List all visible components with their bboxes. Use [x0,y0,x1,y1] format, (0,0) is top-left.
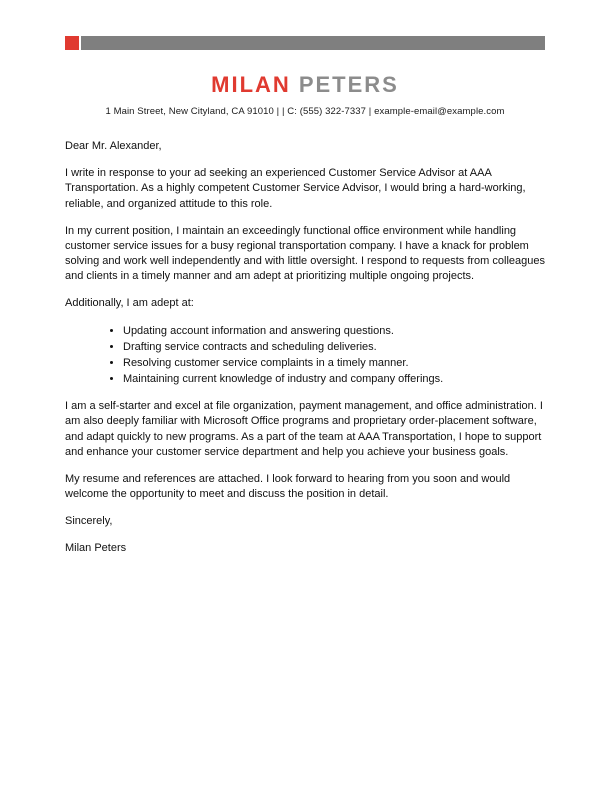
red-accent-square [65,36,79,50]
contact-line: 1 Main Street, New Cityland, CA 91010 | | C: (555) 322-7337 | example-email@example.com [105,106,505,117]
page-title [65,72,545,98]
bullet-item: • Updating account information and answering questions. [123,324,545,339]
bullets-intro: Additionally, I am adept at: [65,297,194,310]
signature: Milan Peters [65,542,127,555]
paragraph-2: In my current position, I maintain an exceedingly functional office environment while handling customer service issues for a busy regional transportation company. I have a knack for problem solving and work well independently and with little oversight. I respond to requests from colleagues and clients in a timely manner and am adept at prioritizing multiple ongoing projects. [65,224,545,283]
header-bar [65,36,545,50]
paragraph-4: My resume and references are attached. I look forward to hearing from you soon and would welcome the opportunity to meet and discuss the position in detail. [65,472,511,501]
paragraph-3: I am a self-starter and excel at file organization, payment management, and office administration. I am also deeply familiar with Microsoft Office programs and proprietary order-placement software, and adapt quickly to new programs. As a part of the team at AAA Transportation, I hope to support and enhance your customer service department and help you achieve your business goals. [65,400,543,458]
name-last: PETERS [298,72,399,97]
bullet-item: • Drafting service contracts and scheduling deliveries. [123,340,545,355]
signoff: Sincerely, [65,515,113,528]
bullet-item: • Maintaining current knowledge of industry and company offerings. [123,372,545,387]
gray-header-rule [81,36,545,50]
salutation: Dear Mr. Alexander, [65,140,162,152]
letter-body [65,139,545,557]
bullet-list [65,324,545,388]
bullet-item: • Resolving customer service complaints in a timely manner. [123,356,545,371]
name-first: MILAN [211,72,291,97]
paragraph-1: I write in response to your ad seeking an experienced Customer Service Advisor at AAA Transportation. As a highly competent Customer Service Advisor, I would bring a hard-working, reliable, and organized attitude to this role. [65,167,526,210]
